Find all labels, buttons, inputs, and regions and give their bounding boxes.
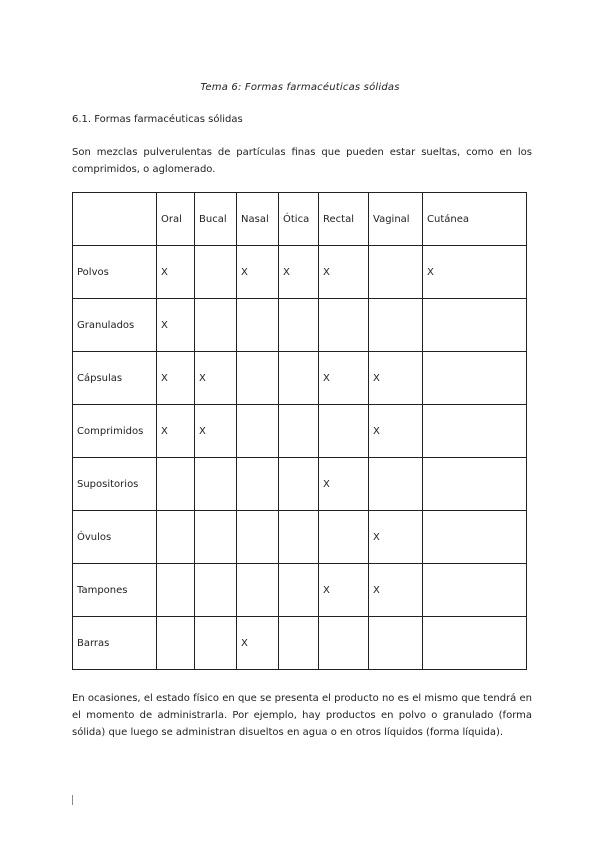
table-cell: X [195, 352, 237, 405]
table-cell [279, 511, 319, 564]
table-cell [369, 458, 423, 511]
table-cell: X [195, 405, 237, 458]
table-cell [423, 405, 527, 458]
table-row [73, 458, 527, 511]
table-cell [369, 299, 423, 352]
table-cell: X [369, 405, 423, 458]
column-header: Cutánea [423, 193, 527, 246]
table-cell: X [369, 511, 423, 564]
table-cell [319, 405, 369, 458]
table-cell: X [319, 564, 369, 617]
column-header: Oral [157, 193, 195, 246]
table-cell [157, 511, 195, 564]
table-cell [279, 405, 319, 458]
table-cell [319, 299, 369, 352]
table-cell: X [237, 617, 279, 670]
table-cell [279, 352, 319, 405]
table-cell [157, 617, 195, 670]
table-cell: X [157, 299, 195, 352]
column-header: Vaginal [369, 193, 423, 246]
table-row [73, 299, 527, 352]
table-cell [423, 458, 527, 511]
table-cell [237, 299, 279, 352]
page-title: Tema 6: Formas farmacéuticas sólidas [200, 82, 400, 93]
table-cell: X [369, 564, 423, 617]
intro-paragraph: Son mezclas pulverulentas de partículas finas que pueden estar sueltas, como en los comprimidos, o aglomerado. [72, 147, 532, 175]
table-cell [279, 458, 319, 511]
table-cell [157, 458, 195, 511]
dosage-form-route-table [72, 192, 527, 670]
row-label: Óvulos [73, 511, 157, 564]
table-cell: X [423, 246, 527, 299]
table-cell: X [319, 458, 369, 511]
table-cell [319, 617, 369, 670]
table-cell [423, 564, 527, 617]
table-cell: X [157, 352, 195, 405]
table-cell [279, 617, 319, 670]
row-label: Supositorios [73, 458, 157, 511]
table-cell [423, 511, 527, 564]
row-label: Cápsulas [73, 352, 157, 405]
row-label: Granulados [73, 299, 157, 352]
table-row [73, 617, 527, 670]
table-cell: X [157, 405, 195, 458]
column-header: Bucal [195, 193, 237, 246]
row-label: Barras [73, 617, 157, 670]
table-cell [237, 564, 279, 617]
table-cell [369, 246, 423, 299]
table-cell [195, 299, 237, 352]
table-header-row [73, 193, 527, 246]
table-cell [423, 299, 527, 352]
table-row [73, 352, 527, 405]
table-cell: X [157, 246, 195, 299]
closing-paragraph: En ocasiones, el estado físico en que se presenta el producto no es el mismo que tendrá en el momento de administrarla. Por ejemplo, hay productos en polvo o granulado (forma sólida) que luego se administran disueltos en agua o en otros líquidos (forma líquida). [72, 693, 532, 738]
table-cell [237, 405, 279, 458]
column-header: Ótica [279, 193, 319, 246]
table-cell [157, 564, 195, 617]
table-row [73, 246, 527, 299]
table-corner-cell [73, 193, 157, 246]
table-cell: X [279, 246, 319, 299]
row-label: Polvos [73, 246, 157, 299]
table-row [73, 511, 527, 564]
table-row [73, 564, 527, 617]
table-cell [237, 511, 279, 564]
table-cell [279, 299, 319, 352]
table-cell [195, 617, 237, 670]
table-cell [195, 564, 237, 617]
section-heading: 6.1. Formas farmacéuticas sólidas [72, 114, 243, 125]
table-cell: X [319, 352, 369, 405]
table-row [73, 405, 527, 458]
table-cell [195, 458, 237, 511]
table-cell: X [237, 246, 279, 299]
table-cell [195, 246, 237, 299]
table-cell [423, 617, 527, 670]
column-header: Rectal [319, 193, 369, 246]
table-cell [195, 511, 237, 564]
table-cell [237, 352, 279, 405]
page-marker-line [72, 795, 73, 805]
table-cell [237, 458, 279, 511]
table-cell [369, 617, 423, 670]
column-header: Nasal [237, 193, 279, 246]
row-label: Tampones [73, 564, 157, 617]
table-cell [319, 511, 369, 564]
table-cell: X [369, 352, 423, 405]
table-cell [279, 564, 319, 617]
table-cell: X [319, 246, 369, 299]
table-cell [423, 352, 527, 405]
row-label: Comprimidos [73, 405, 157, 458]
